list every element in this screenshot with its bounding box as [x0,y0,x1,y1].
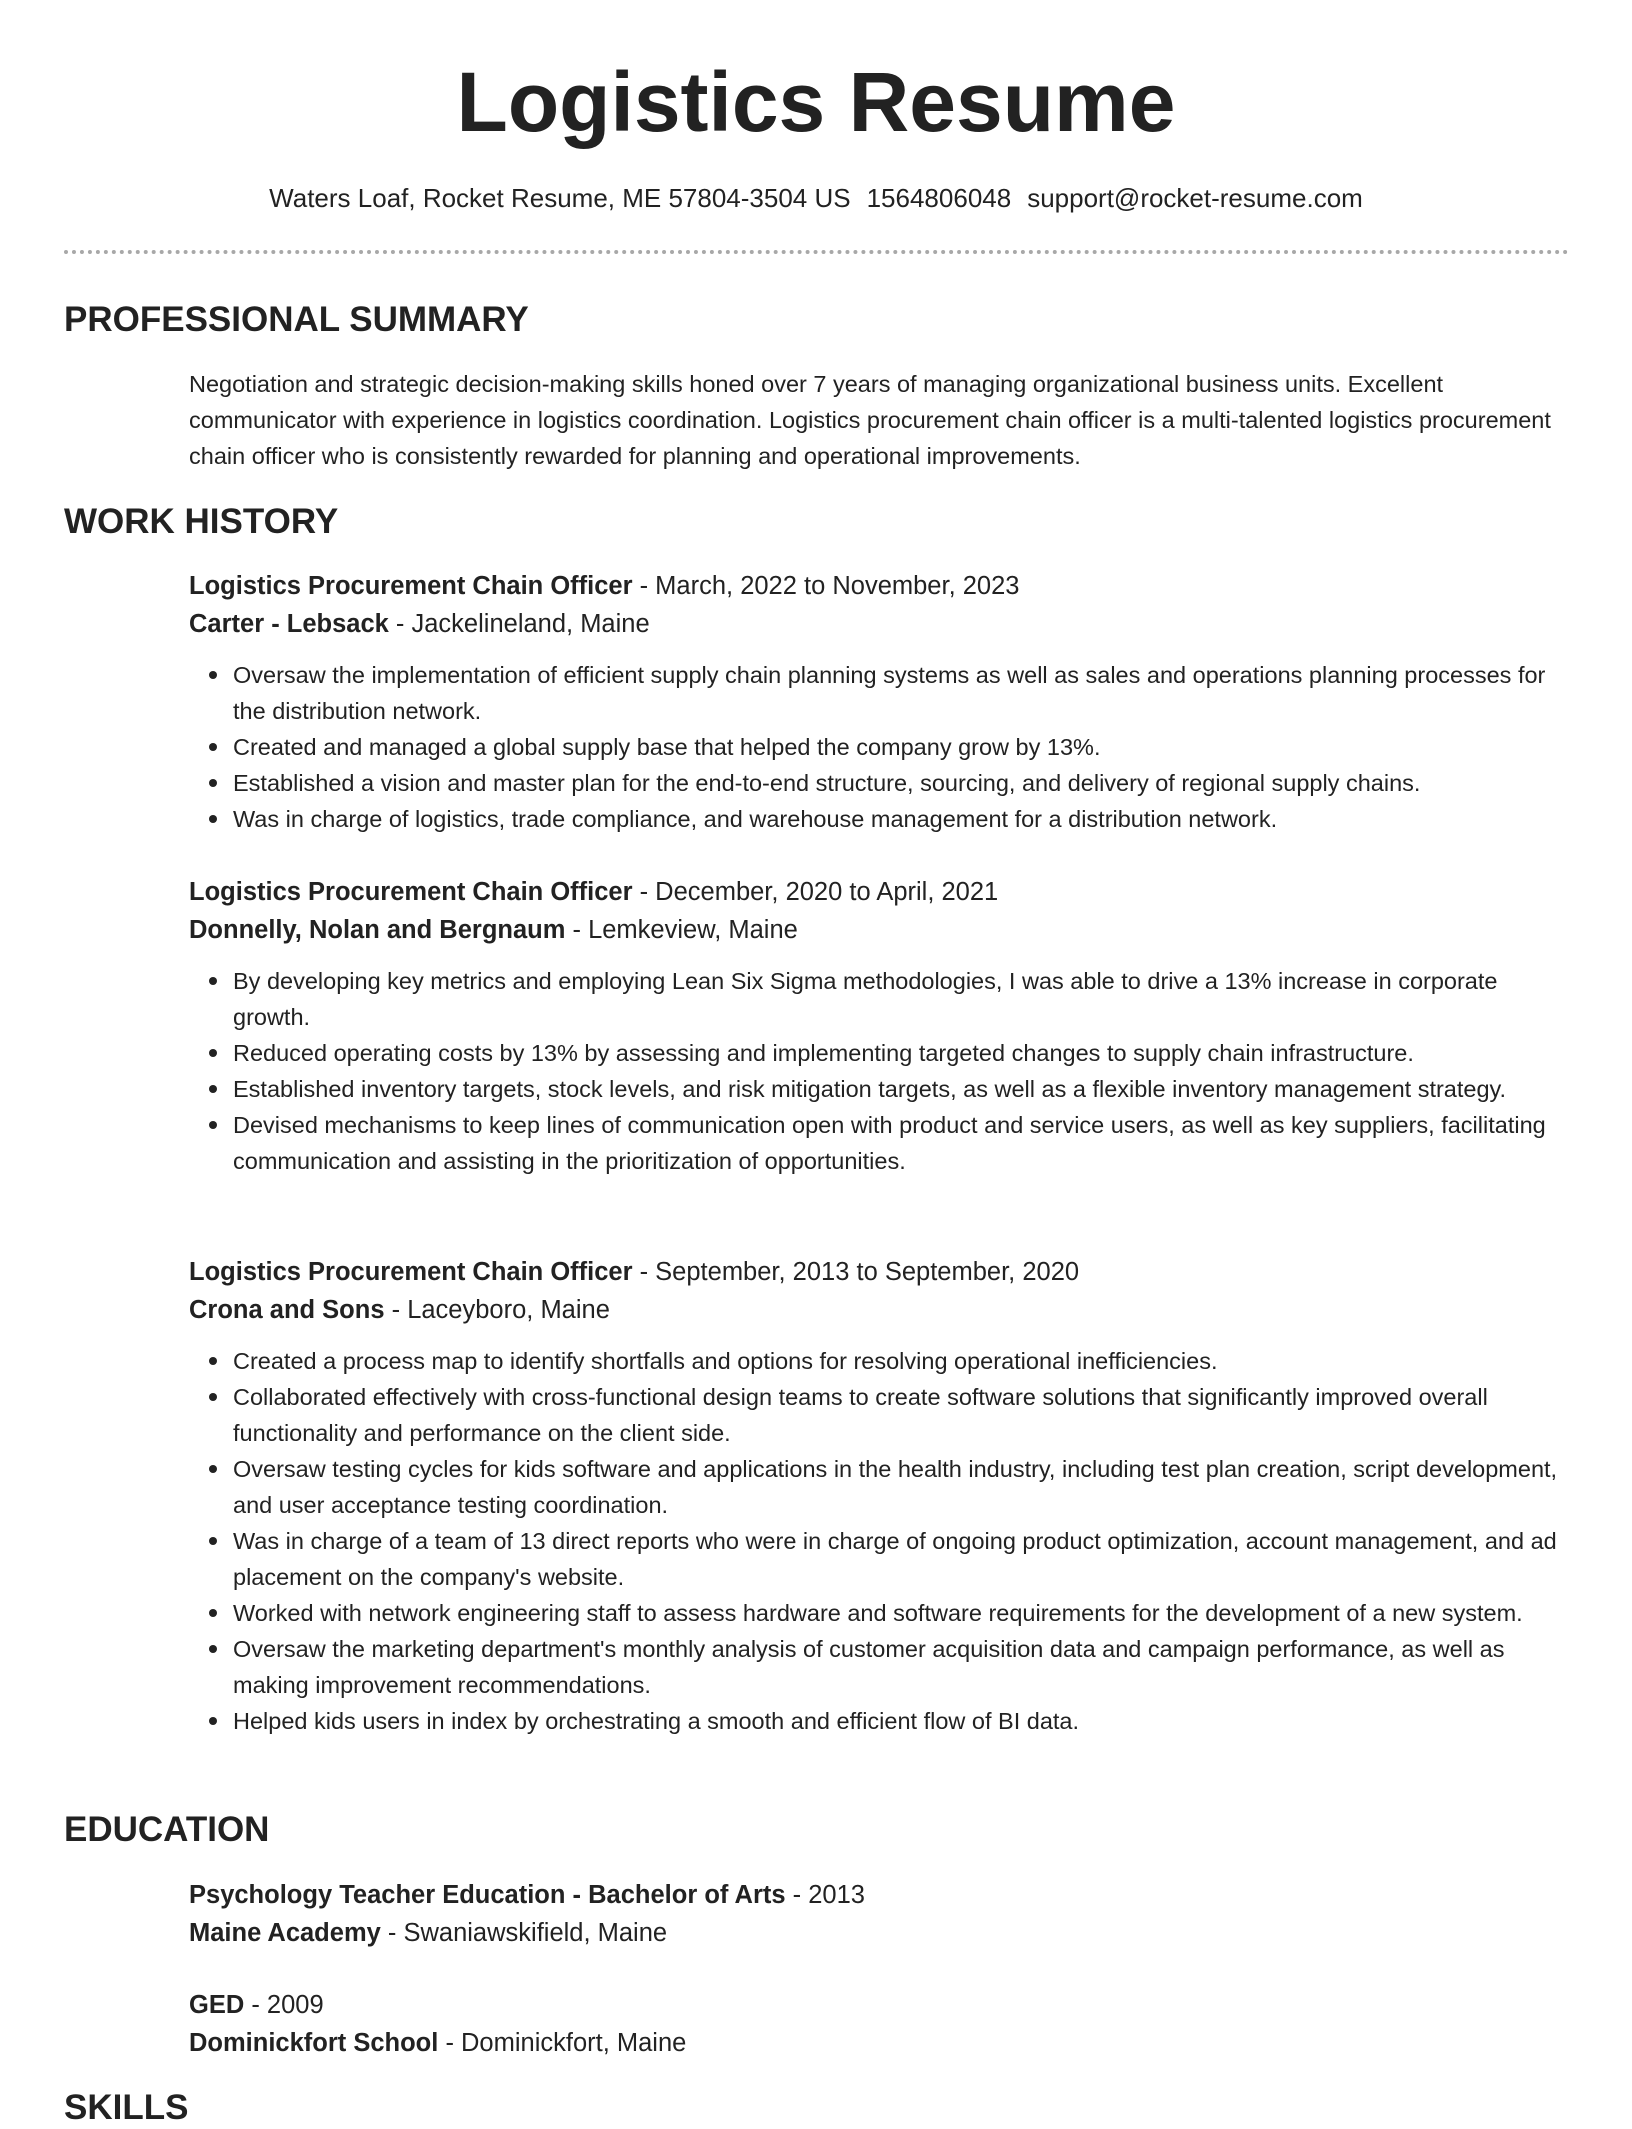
contact-line [0,180,1632,216]
education-school-line [189,1914,1569,1952]
section-title-work: WORK HISTORY [64,502,339,541]
list-item: Established inventory targets, stock levels, and risk mitigation targets, as well as a flexible inventory management strategy. [233,1071,1569,1107]
job-title-line [189,873,1569,911]
section-title-summary: PROFESSIONAL SUMMARY [64,300,529,339]
list-item: Collaborated effectively with cross-functional design teams to create software solutions that significantly improved overall functionality and performance on the client side. [233,1379,1569,1451]
education-location: - Dominickfort, Maine [438,2029,687,2057]
job-company-line [189,911,1569,949]
job-title-line [189,567,1569,605]
job-entry [189,1253,1569,1739]
job-bullets [189,1343,1569,1739]
resume-title: Logistics Resume [456,55,1176,149]
job-dates: - March, 2022 to November, 2023 [632,572,1020,600]
job-bullets [189,657,1569,837]
job-entry [189,567,1569,837]
education-entry [189,1986,1569,2062]
summary-block [189,366,1569,474]
job-dates: - September, 2013 to September, 2020 [632,1258,1080,1286]
job-company-line [189,1291,1569,1329]
list-item: Oversaw the marketing department's monthly analysis of customer acquisition data and campaign performance, as well as making improvement recommendations. [233,1631,1569,1703]
job-dates: - December, 2020 to April, 2021 [632,878,999,906]
contact-phone: 1564806048 [866,183,1012,213]
contact-email: support@rocket-resume.com [1027,183,1363,213]
education-degree: Psychology Teacher Education - Bachelor of Arts [189,1881,786,1909]
list-item: Devised mechanisms to keep lines of communication open with product and service users, as well as key suppliers, facilitating communication and assisting in the prioritization of opportunities. [233,1107,1569,1179]
list-item: Oversaw testing cycles for kids software and applications in the health industry, including test plan creation, script development, and user acceptance testing coordination. [233,1451,1569,1523]
section-title-skills: SKILLS [64,2088,189,2127]
list-item: Was in charge of a team of 13 direct reports who were in charge of ongoing product optimization, account management, and ad placement on the company's website. [233,1523,1569,1595]
education-location: - Swaniawskifield, Maine [380,1919,668,1947]
job-company: Carter - Lebsack [189,610,389,638]
list-item: Was in charge of logistics, trade compliance, and warehouse management for a distribution network. [233,801,1569,837]
job-company-line [189,605,1569,643]
job-company: Crona and Sons [189,1296,385,1324]
job-title: Logistics Procurement Chain Officer [189,878,633,906]
job-title-line [189,1253,1569,1291]
job-location: - Lemkeview, Maine [565,916,798,944]
job-title: Logistics Procurement Chain Officer [189,572,633,600]
job-company: Donnelly, Nolan and Bergnaum [189,916,566,944]
list-item: Helped kids users in index by orchestrating a smooth and efficient flow of BI data. [233,1703,1569,1739]
education-year: - 2009 [244,1991,324,2019]
education-degree-line [189,1986,1569,2024]
job-location: - Laceyboro, Maine [384,1296,610,1324]
list-item: Created and managed a global supply base that helped the company grow by 13%. [233,729,1569,765]
education-school-line [189,2024,1569,2062]
education-school: Maine Academy [189,1919,381,1947]
list-item: Established a vision and master plan for the end-to-end structure, sourcing, and delivery of regional supply chains. [233,765,1569,801]
education-degree-line [189,1876,1569,1914]
list-item: By developing key metrics and employing Lean Six Sigma methodologies, I was able to drive a 13% increase in corporate growth. [233,963,1569,1035]
job-title: Logistics Procurement Chain Officer [189,1258,633,1286]
job-bullets [189,963,1569,1179]
education-year: - 2013 [785,1881,865,1909]
contact-address: Waters Loaf, Rocket Resume, ME 57804-3504 US [269,183,851,213]
job-entry [189,873,1569,1179]
header-divider [64,250,1569,254]
list-item: Worked with network engineering staff to assess hardware and software requirements for the development of a new system. [233,1595,1569,1631]
summary-text: Negotiation and strategic decision-making skills honed over 7 years of managing organizational business units. Excellent communicator with experience in logistics coordination. Logistics procurement chain officer is a multi-talented logistics procurement chain officer who is consistently rewarded for planning and operational improvements. [189,371,1551,469]
education-degree: GED [189,1991,245,2019]
job-location: - Jackelineland, Maine [388,610,650,638]
education-school: Dominickfort School [189,2029,439,2057]
list-item: Created a process map to identify shortfalls and options for resolving operational inefficiencies. [233,1343,1569,1379]
education-entry [189,1876,1569,1952]
list-item: Reduced operating costs by 13% by assessing and implementing targeted changes to supply chain infrastructure. [233,1035,1569,1071]
section-title-education: EDUCATION [64,1810,270,1849]
list-item: Oversaw the implementation of efficient supply chain planning systems as well as sales and operations planning processes for the distribution network. [233,657,1569,729]
